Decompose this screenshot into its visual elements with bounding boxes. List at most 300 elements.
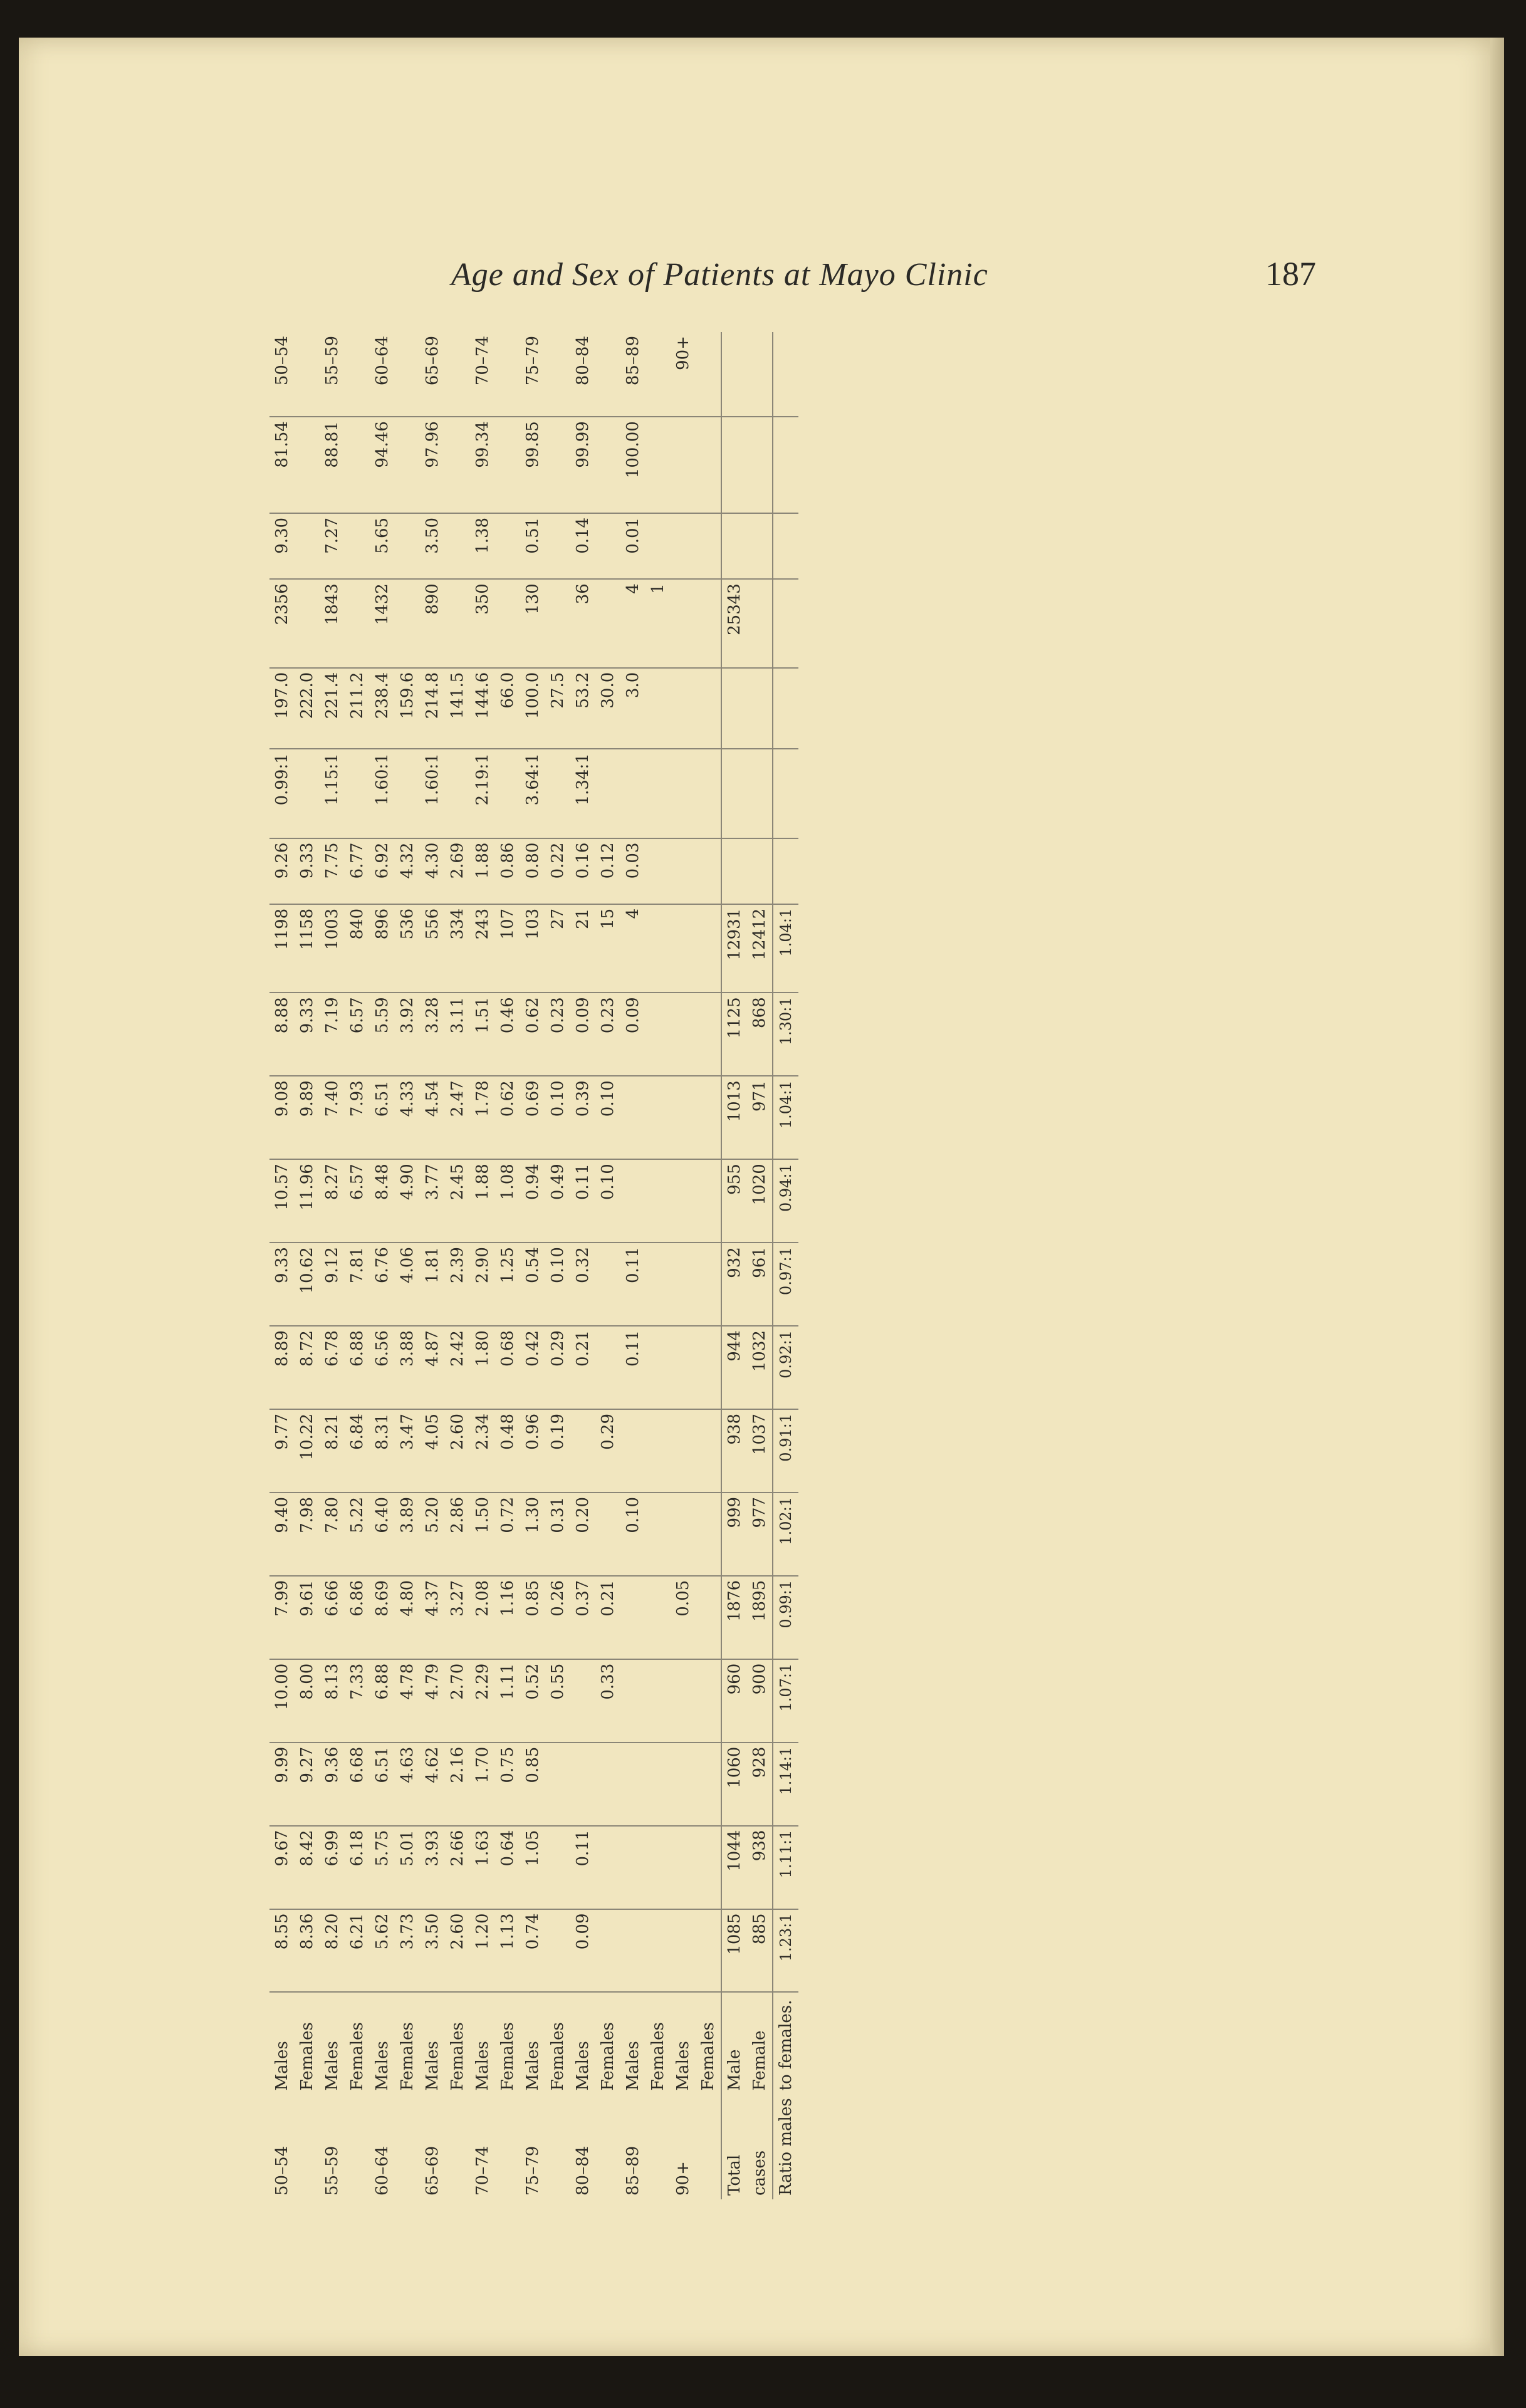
table-row (269, 332, 295, 2199)
value-cell (445, 417, 470, 513)
ratio-cell (773, 417, 798, 513)
value-cell (345, 749, 370, 838)
value-cell (395, 513, 420, 579)
total-female-cell: 900 (747, 1659, 773, 1743)
total-male-cell: 960 (721, 1659, 747, 1743)
value-cell: 4.78 (395, 1659, 420, 1743)
value-cell: 211.2 (345, 668, 370, 749)
value-cell (495, 332, 520, 417)
value-cell: 8.00 (295, 1659, 320, 1743)
value-cell: 7.93 (345, 1076, 370, 1159)
value-cell: 6.78 (320, 1326, 345, 1409)
total-male-cell: 12931 (721, 904, 747, 993)
value-cell: 5.62 (370, 1909, 395, 1993)
value-cell: 15 (595, 904, 620, 993)
age-group-cell: 70–74 (473, 2145, 492, 2196)
value-cell: 6.76 (370, 1243, 395, 1326)
table-row (645, 332, 671, 2199)
total-male-cell: 944 (721, 1326, 747, 1409)
value-cell: 2.42 (445, 1326, 470, 1409)
ratio-cell (773, 332, 798, 417)
value-cell (570, 1409, 595, 1493)
value-cell: 0.11 (570, 1826, 595, 1909)
value-cell: 4.54 (420, 1076, 445, 1159)
table-row (345, 332, 370, 2199)
value-cell: 222.0 (295, 668, 320, 749)
value-cell (671, 904, 696, 993)
value-cell: 4 (620, 579, 645, 668)
total-female-cell: 868 (747, 993, 773, 1076)
age-group-cell (645, 2094, 671, 2199)
value-cell: 2.29 (470, 1659, 495, 1743)
value-cell (696, 668, 721, 749)
value-cell: 7.75 (320, 838, 345, 904)
value-cell: 238.4 (370, 668, 395, 749)
age-group-cell: 65–69 (423, 2145, 442, 2196)
value-cell: 3.50 (420, 1909, 445, 1993)
value-cell (671, 1076, 696, 1159)
value-cell: 10.22 (295, 1409, 320, 1493)
total-male-cell: 955 (721, 1159, 747, 1243)
total-male-cell: 1085 (721, 1909, 747, 1993)
value-cell (495, 417, 520, 513)
table-row (620, 332, 645, 2199)
value-cell: 8.88 (269, 993, 295, 1076)
ratio-cell (773, 838, 798, 904)
value-cell (696, 513, 721, 579)
value-cell: 6.21 (345, 1909, 370, 1993)
value-cell: 2.86 (445, 1493, 470, 1576)
value-cell: 30.0 (595, 668, 620, 749)
table-row (470, 332, 495, 2199)
value-cell (545, 1743, 570, 1826)
value-cell: 9.33 (295, 993, 320, 1076)
sex-cell: Males (523, 2041, 542, 2091)
value-cell: 0.42 (520, 1326, 545, 1409)
value-cell: 3.93 (420, 1826, 445, 1909)
value-cell: 0.62 (520, 993, 545, 1076)
value-cell: 21 (570, 904, 595, 993)
value-cell: 5.75 (370, 1826, 395, 1909)
value-cell: 4.32 (395, 838, 420, 904)
value-cell: 8.72 (295, 1326, 320, 1409)
value-cell: 53.2 (570, 668, 595, 749)
total-male-cell (721, 749, 747, 838)
table-row (595, 332, 620, 2199)
value-cell: 1.88 (470, 838, 495, 904)
value-cell (645, 1159, 671, 1243)
value-cell: 0.33 (595, 1659, 620, 1743)
value-cell (495, 749, 520, 838)
total-male-cell (721, 668, 747, 749)
total-male-cell: 1044 (721, 1826, 747, 1909)
value-cell: 5.20 (420, 1493, 445, 1576)
value-cell: 1.20 (470, 1909, 495, 1993)
value-cell: 7.33 (345, 1659, 370, 1743)
value-cell: 6.66 (320, 1576, 345, 1659)
total-female-cell: 977 (747, 1493, 773, 1576)
value-cell: 0.12 (595, 838, 620, 904)
value-cell: 0.75 (495, 1743, 520, 1826)
total-label: Total (721, 2094, 747, 2199)
age-group-cell (295, 2094, 320, 2199)
ratio-cell: 0.94:1 (773, 1159, 798, 1243)
total-female-cell: 928 (747, 1743, 773, 1826)
value-cell: 1.30 (520, 1493, 545, 1576)
value-cell: 9.33 (269, 1243, 295, 1326)
sex-cell: Females (498, 2022, 517, 2091)
value-cell: 6.68 (345, 1743, 370, 1826)
value-cell (545, 579, 570, 668)
value-cell (545, 749, 570, 838)
value-cell (671, 668, 696, 749)
value-cell: 4.30 (420, 838, 445, 904)
value-cell: 1158 (295, 904, 320, 993)
total-male-cell: 1125 (721, 993, 747, 1076)
value-cell: 144.6 (470, 668, 495, 749)
value-cell: 75–79 (520, 332, 545, 417)
sex-cell: Males (273, 2041, 291, 2091)
value-cell: 2.19:1 (470, 749, 495, 838)
value-cell: 1.81 (420, 1243, 445, 1326)
value-cell: 334 (445, 904, 470, 993)
value-cell: 8.42 (295, 1826, 320, 1909)
value-cell: 0.16 (570, 838, 595, 904)
value-cell: 1.38 (470, 513, 495, 579)
value-cell: 7.98 (295, 1493, 320, 1576)
total-female-cell: 12412 (747, 904, 773, 993)
value-cell: 7.40 (320, 1076, 345, 1159)
value-cell: 7.27 (320, 513, 345, 579)
value-cell: 9.61 (295, 1576, 320, 1659)
value-cell: 556 (420, 904, 445, 993)
total-female-cell (747, 417, 773, 513)
value-cell: 2356 (269, 579, 295, 668)
value-cell: 350 (470, 579, 495, 668)
value-cell: 0.49 (545, 1159, 570, 1243)
value-cell: 0.74 (520, 1909, 545, 1993)
value-cell: 2.47 (445, 1076, 470, 1159)
value-cell: 7.80 (320, 1493, 345, 1576)
value-cell: 65–69 (420, 332, 445, 417)
value-cell (495, 513, 520, 579)
value-cell: 0.22 (545, 838, 570, 904)
age-group-cell: 55–59 (323, 2145, 342, 2196)
age-group-cell: 60–64 (373, 2145, 392, 2196)
value-cell: 9.08 (269, 1076, 295, 1159)
value-cell: 1.60:1 (370, 749, 395, 838)
value-cell: 8.89 (269, 1326, 295, 1409)
value-cell: 9.36 (320, 1743, 345, 1826)
age-group-cell (395, 2094, 420, 2199)
ratio-cell: 0.99:1 (773, 1576, 798, 1659)
value-cell (620, 1409, 645, 1493)
value-cell: 3.11 (445, 993, 470, 1076)
value-cell: 80–84 (570, 332, 595, 417)
ratio-cell (773, 749, 798, 838)
value-cell (495, 579, 520, 668)
value-cell: 0.29 (545, 1326, 570, 1409)
value-cell: 5.59 (370, 993, 395, 1076)
value-cell: 4.63 (395, 1743, 420, 1826)
value-cell: 1198 (269, 904, 295, 993)
value-cell (445, 749, 470, 838)
value-cell (696, 1576, 721, 1659)
value-cell: 197.0 (269, 668, 295, 749)
value-cell: 0.11 (620, 1243, 645, 1326)
table-row (520, 332, 545, 2199)
value-cell: 2.60 (445, 1909, 470, 1993)
value-cell: 890 (420, 579, 445, 668)
value-cell: 9.99 (269, 1743, 295, 1826)
value-cell: 1.51 (470, 993, 495, 1076)
value-cell: 1.80 (470, 1326, 495, 1409)
value-cell (595, 513, 620, 579)
value-cell: 1.70 (470, 1743, 495, 1826)
value-cell: 141.5 (445, 668, 470, 749)
value-cell (445, 513, 470, 579)
value-cell: 0.69 (520, 1076, 545, 1159)
table-row (395, 332, 420, 2199)
value-cell: 221.4 (320, 668, 345, 749)
value-cell: 88.81 (320, 417, 345, 513)
value-cell: 3.27 (445, 1576, 470, 1659)
value-cell (696, 1826, 721, 1909)
value-cell: 3.64:1 (520, 749, 545, 838)
value-cell (696, 1326, 721, 1409)
value-cell: 3.28 (420, 993, 445, 1076)
total-male-cell: 1876 (721, 1576, 747, 1659)
value-cell: 8.27 (320, 1159, 345, 1243)
value-cell (395, 579, 420, 668)
value-cell: 6.86 (345, 1576, 370, 1659)
value-cell: 840 (345, 904, 370, 993)
value-cell: 0.19 (545, 1409, 570, 1493)
value-cell (620, 1743, 645, 1826)
value-cell: 99.99 (570, 417, 595, 513)
total-female-cell: 1037 (747, 1409, 773, 1493)
value-cell: 85–89 (620, 332, 645, 417)
value-cell: 6.99 (320, 1826, 345, 1909)
total-female-cell (747, 579, 773, 668)
value-cell: 2.69 (445, 838, 470, 904)
value-cell (545, 332, 570, 417)
value-cell: 2.16 (445, 1743, 470, 1826)
value-cell: 243 (470, 904, 495, 993)
value-cell: 1.13 (495, 1909, 520, 1993)
age-group-cell: 85–89 (624, 2145, 642, 2196)
total-male-cell: 999 (721, 1493, 747, 1576)
table-row (320, 332, 345, 2199)
value-cell (595, 1826, 620, 1909)
value-cell (671, 1659, 696, 1743)
value-cell: 2.08 (470, 1576, 495, 1659)
value-cell: 0.11 (620, 1326, 645, 1409)
value-cell: 2.66 (445, 1826, 470, 1909)
value-cell: 0.23 (545, 993, 570, 1076)
value-cell (295, 579, 320, 668)
running-title: Age and Sex of Patients at Mayo Clinic (451, 257, 988, 293)
value-cell: 55–59 (320, 332, 345, 417)
value-cell: 27.5 (545, 668, 570, 749)
page-number: 187 (1265, 255, 1316, 293)
value-cell (620, 1909, 645, 1993)
value-cell: 1.08 (495, 1159, 520, 1243)
total-female-cell (747, 513, 773, 579)
total-female-cell: 885 (747, 1909, 773, 1993)
table-row (370, 332, 395, 2199)
value-cell: 90+ (671, 332, 696, 417)
value-cell (620, 1826, 645, 1909)
value-cell: 70–74 (470, 332, 495, 417)
total-female-cell: 938 (747, 1826, 773, 1909)
value-cell: 0.85 (520, 1743, 545, 1826)
value-cell: 1843 (320, 579, 345, 668)
age-group-cell: 50–54 (273, 2145, 291, 2196)
value-cell (645, 993, 671, 1076)
ratio-label: Ratio males (773, 2094, 798, 2199)
total-male-cell: 938 (721, 1409, 747, 1493)
value-cell: 9.30 (269, 513, 295, 579)
value-cell (671, 1243, 696, 1326)
value-cell: 2.45 (445, 1159, 470, 1243)
value-cell (595, 1743, 620, 1826)
value-cell (545, 417, 570, 513)
value-cell (295, 417, 320, 513)
value-cell: 1.15:1 (320, 749, 345, 838)
table-row (545, 332, 570, 2199)
value-cell: 214.8 (420, 668, 445, 749)
ratio-cell (773, 513, 798, 579)
value-cell: 2.60 (445, 1409, 470, 1493)
value-cell: 0.85 (520, 1576, 545, 1659)
sex-cell: Females (548, 2022, 567, 2091)
value-cell: 8.55 (269, 1909, 295, 1993)
value-cell: 130 (520, 579, 545, 668)
value-cell (620, 1076, 645, 1159)
value-cell (671, 749, 696, 838)
value-cell: 1.50 (470, 1493, 495, 1576)
value-cell (696, 1743, 721, 1826)
value-cell (545, 513, 570, 579)
age-group-cell (495, 2094, 520, 2199)
value-cell (671, 1493, 696, 1576)
value-cell: 5.65 (370, 513, 395, 579)
value-cell: 1 (645, 579, 671, 668)
value-cell: 0.10 (620, 1493, 645, 1576)
value-cell (671, 1909, 696, 1993)
value-cell: 0.96 (520, 1409, 545, 1493)
value-cell (620, 1576, 645, 1659)
value-cell: 27 (545, 904, 570, 993)
value-cell (645, 668, 671, 749)
value-cell (595, 1326, 620, 1409)
total-female-label: Female (750, 2030, 769, 2091)
value-cell (620, 1659, 645, 1743)
ratio-cell: 0.97:1 (773, 1243, 798, 1326)
value-cell: 3.92 (395, 993, 420, 1076)
value-cell: 81.54 (269, 417, 295, 513)
value-cell: 0.21 (595, 1576, 620, 1659)
value-cell: 6.51 (370, 1743, 395, 1826)
value-cell (671, 417, 696, 513)
value-cell: 0.01 (620, 513, 645, 579)
value-cell (445, 332, 470, 417)
age-group-cell: 80–84 (573, 2145, 592, 2196)
value-cell: 896 (370, 904, 395, 993)
value-cell (595, 749, 620, 838)
value-cell: 10.62 (295, 1243, 320, 1326)
value-cell: 94.46 (370, 417, 395, 513)
value-cell: 6.51 (370, 1076, 395, 1159)
total-male-cell: 932 (721, 1243, 747, 1326)
value-cell: 10.57 (269, 1159, 295, 1243)
value-cell: 4.05 (420, 1409, 445, 1493)
value-cell: 8.21 (320, 1409, 345, 1493)
value-cell (595, 1243, 620, 1326)
value-cell: 0.09 (570, 1909, 595, 1993)
value-cell: 6.88 (370, 1659, 395, 1743)
value-cell: 6.40 (370, 1493, 395, 1576)
value-cell: 0.09 (620, 993, 645, 1076)
value-cell: 7.99 (269, 1576, 295, 1659)
value-cell (645, 1826, 671, 1909)
value-cell: 0.29 (595, 1409, 620, 1493)
value-cell: 5.22 (345, 1493, 370, 1576)
ratio-label-cont: to females. (773, 1992, 798, 2094)
value-cell: 0.10 (595, 1076, 620, 1159)
total-female-cell (747, 668, 773, 749)
value-cell (645, 1493, 671, 1576)
value-cell: 6.57 (345, 1159, 370, 1243)
value-cell: 159.6 (395, 668, 420, 749)
age-sex-table (269, 332, 798, 2199)
value-cell: 4.79 (420, 1659, 445, 1743)
age-group-cell (696, 2094, 721, 2199)
sex-cell: Females (398, 2022, 417, 2091)
value-cell: 1.16 (495, 1576, 520, 1659)
total-male-row (721, 332, 747, 2199)
table-row (696, 332, 721, 2199)
value-cell (645, 1743, 671, 1826)
value-cell (595, 1493, 620, 1576)
value-cell: 107 (495, 904, 520, 993)
value-cell: 0.20 (570, 1493, 595, 1576)
value-cell (345, 332, 370, 417)
value-cell: 4.37 (420, 1576, 445, 1659)
total-female-cell: 971 (747, 1076, 773, 1159)
value-cell: 6.88 (345, 1326, 370, 1409)
value-cell: 3.88 (395, 1326, 420, 1409)
value-cell: 9.12 (320, 1243, 345, 1326)
value-cell (395, 332, 420, 417)
value-cell (696, 1243, 721, 1326)
table-row (570, 332, 595, 2199)
value-cell: 66.0 (495, 668, 520, 749)
value-cell: 3.47 (395, 1409, 420, 1493)
value-cell: 36 (570, 579, 595, 668)
value-cell: 10.00 (269, 1659, 295, 1743)
value-cell: 0.68 (495, 1326, 520, 1409)
value-cell (671, 513, 696, 579)
value-cell: 4 (620, 904, 645, 993)
value-cell: 2.70 (445, 1659, 470, 1743)
value-cell: 97.96 (420, 417, 445, 513)
value-cell: 0.55 (545, 1659, 570, 1743)
value-cell: 0.54 (520, 1243, 545, 1326)
total-female-cell: 1895 (747, 1576, 773, 1659)
page-edge (1490, 38, 1504, 2356)
